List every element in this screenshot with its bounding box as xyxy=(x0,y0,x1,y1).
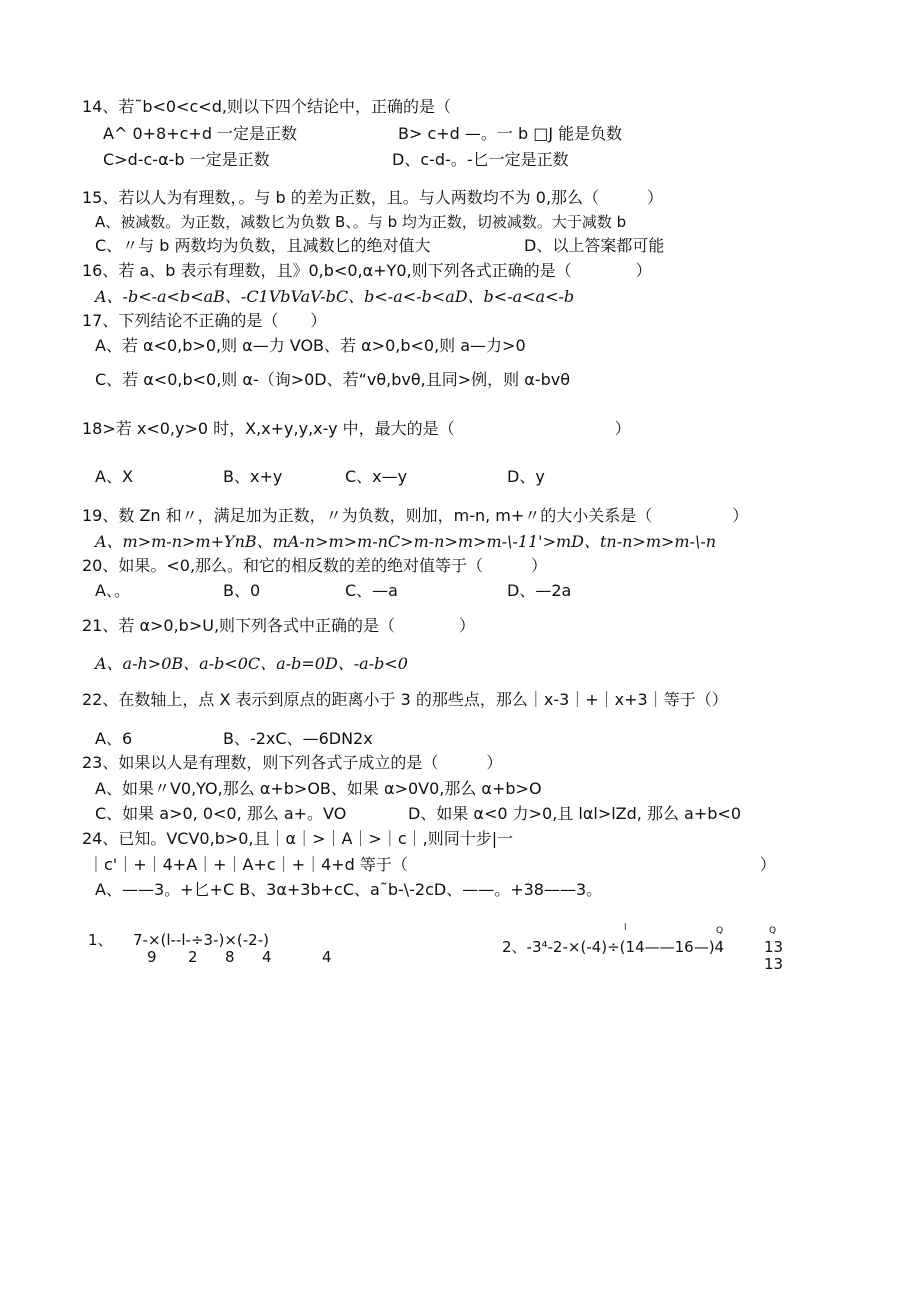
question-stem: 16、若 a、b 表示有理数，且》0,b<0,α+Y0,则下列各式正确的是（ ） xyxy=(82,261,652,280)
option-a: A、。 xyxy=(95,581,130,600)
option-a-b: A、被减数。为正数，减数匕为负数 B、。与 b 均为正数，切被减数。大于减数 b xyxy=(95,213,627,231)
question-stem-continued: ｜c'｜+｜4+A｜+｜A+c｜+｜4+d 等于（ ） xyxy=(88,855,776,874)
fraction-denominator: 4 xyxy=(262,948,272,966)
options-line: A、-b<-a<b<aB、-C1VbVaV-bC、b<-a<-b<aD、b<-a<a<-b xyxy=(95,287,575,306)
question-stem: 18>若 x<0,y>0 时，X,x+y,y,x-y 中，最大的是（ ） xyxy=(82,419,631,438)
mark: l xyxy=(624,923,627,933)
question-stem: 23、如果以人是有理数，则下列各式子成立的是（ ） xyxy=(82,753,503,772)
option-a: A^ 0+8+c+d 一定是正数 xyxy=(103,124,298,143)
question-stem: 20、如果。<0,那么。和它的相反数的差的绝对值等于（ ） xyxy=(82,556,548,575)
question-stem: 19、数 Zn 和〃，满足加为正数，〃为负数，则加，m-n, m+〃的大小关系是（ ） xyxy=(82,506,749,525)
fraction-denominator: 9 xyxy=(147,948,157,966)
mark: Q xyxy=(769,926,777,936)
question-stem: 24、已知。VCV0,b>0,且｜α｜>｜A｜>｜c｜,则同十步|一 xyxy=(82,829,514,848)
question-stem: 22、在数轴上，点 X 表示到原点的距离小于 3 的那些点，那么｜x-3｜+｜x+3｜等于（） xyxy=(82,690,728,709)
option-d: D、c-d-。-匕一定是正数 xyxy=(392,150,569,169)
option-d: D、如果 α<0 力>0,且 lαl>lZd, 那么 a+b<0 xyxy=(408,804,742,823)
options-b-c-d: B、-2xC、—6DN2x xyxy=(223,729,373,748)
question-stem: 15、若以人为有理数，。与 b 的差为正数，且。与人两数均不为 0,那么（ ） xyxy=(82,188,664,207)
option-d: D、y xyxy=(507,467,545,486)
option-c: C、—a xyxy=(345,581,398,600)
problem-1-expression: 7-×(l--l-÷3-)×(-2-) xyxy=(133,931,269,949)
options-line: A、m>m-n>m+YnB、mA-n>m>m-nC>m-n>m>m-\-11'>mD、tn-n>m>m-\-n xyxy=(95,532,717,551)
question-stem: 21、若 α>0,b>U,则下列各式中正确的是（ ） xyxy=(82,616,476,635)
options-a-b: A、若 α<0,b>0,则 α—力 VOB、若 α>0,b<0,则 a—力>0 xyxy=(95,336,526,355)
option-b: B、x+y xyxy=(223,467,283,486)
option-c: C、〃与 b 两数均为负数，且减数匕的绝对值大 xyxy=(95,236,431,255)
problem-1-number: 1、 xyxy=(88,931,113,949)
fraction-denominator: 4 xyxy=(322,948,332,966)
fraction-denominator: 8 xyxy=(225,948,235,966)
option-a: A、6 xyxy=(95,729,133,748)
fraction-denominator: 2 xyxy=(188,948,198,966)
option-c: C>d-c-α-b 一定是正数 xyxy=(103,150,270,169)
question-stem: 17、下列结论不正确的是（ ） xyxy=(82,311,327,330)
option-c: C、如果 a>0, 0<0, 那么 a+。VO xyxy=(95,804,347,823)
options-line: A、——3。+匕+C B、3α+3b+cC、a˜b-\-2cD、——。+38——3。 xyxy=(95,880,603,899)
option-c: C、x—y xyxy=(345,467,408,486)
fraction-part: 13 xyxy=(764,938,784,956)
option-b: B、0 xyxy=(223,581,261,600)
option-b: B> c+d —。一 b □J 能是负数 xyxy=(398,124,623,143)
question-stem: 14、若˜b<0<c<d,则以下四个结论中，正确的是（ xyxy=(82,97,451,116)
fraction-part: 13 xyxy=(764,955,784,973)
option-a: A、X xyxy=(95,467,133,486)
options-c-d: C、若 α<0,b<0,则 α-（询>0D、若“vθ,bvθ,且同>例，则 α-bvθ xyxy=(95,370,570,389)
mark: Q xyxy=(716,926,724,936)
options-line: A、a-h>0B、a-b<0C、a-b=0D、-a-b<0 xyxy=(95,654,408,673)
option-d: D、—2a xyxy=(507,581,572,600)
problem-2-expression: 2、-3⁴-2-×(-4)÷(14——16—)4 xyxy=(502,938,725,956)
option-d: D、以上答案都可能 xyxy=(524,236,665,255)
options-a-b: A、如果〃V0,YO,那么 α+b>OB、如果 α>0V0,那么 α+b>O xyxy=(95,779,542,798)
